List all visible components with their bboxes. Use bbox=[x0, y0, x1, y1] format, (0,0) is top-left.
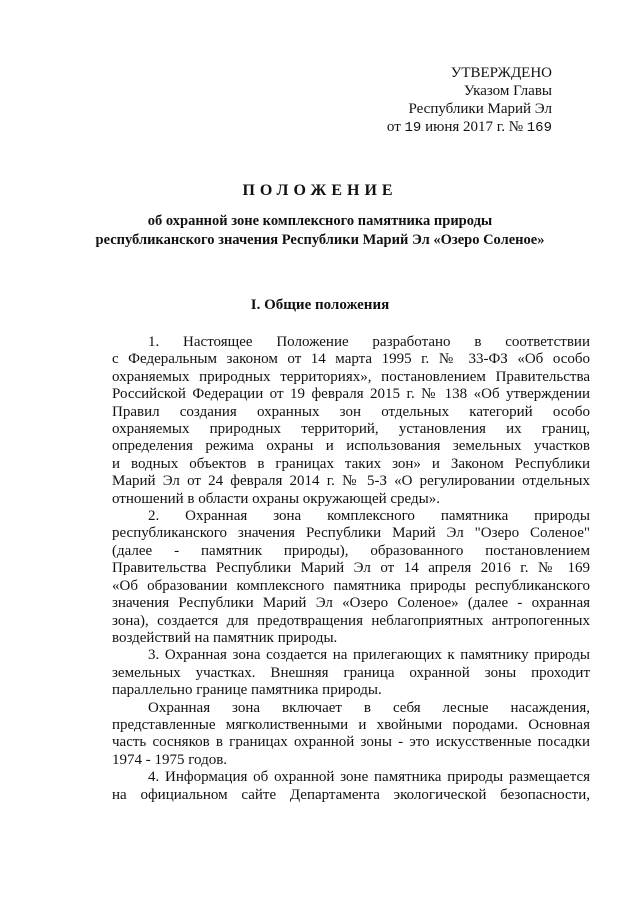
paragraph bbox=[112, 769, 590, 804]
paragraph-line: отношений в области охраны окружающей среды». bbox=[112, 490, 440, 507]
paragraph-line: с Федеральным законом от 14 марта 1995 г. № 33-ФЗ «Об особо bbox=[112, 351, 590, 368]
paragraph-line: часть сосняков в границах охранной зоны - это искусственные посадки bbox=[112, 734, 590, 751]
paragraph-line: 2. Охранная зона комплексного памятника природы bbox=[148, 508, 590, 525]
approval-day: 19 bbox=[404, 120, 422, 136]
document-subtitle bbox=[40, 212, 600, 250]
document-title: ПОЛОЖЕНИЕ bbox=[242, 182, 398, 199]
paragraph-line: зона), создается для предотвращения неблагоприятных антропогенных bbox=[112, 612, 590, 629]
approval-number: 169 bbox=[526, 120, 552, 136]
paragraph-line: охраняемых природных территорий, установления их границ, bbox=[112, 421, 590, 438]
paragraph-line: Российской Федерации от 19 февраля 2015 г. № 138 «Об утверждении bbox=[112, 386, 590, 403]
paragraph-line: 4. Информация об охранной зоне памятника природы размещается bbox=[148, 769, 590, 786]
paragraph-line: Охранная зона включает в себя лесные насаждения, bbox=[148, 699, 590, 716]
approval-status: УТВЕРЖДЕНО bbox=[450, 65, 552, 81]
paragraph-line: республиканского значения Республики Марий Эл "Озеро Соленое" bbox=[112, 525, 590, 542]
paragraph-line: параллельно границе памятника природы. bbox=[112, 682, 382, 699]
paragraph bbox=[112, 700, 590, 770]
approval-date-prefix: от bbox=[386, 119, 401, 135]
paragraph-line: определения режима охраны и использования земельных участков bbox=[112, 438, 590, 455]
approval-authority: Республики Марий Эл bbox=[408, 101, 552, 117]
paragraph-line: 1. Настоящее Положение разработано в соответствии bbox=[148, 334, 590, 350]
paragraph-line: 1974 - 1975 годов. bbox=[112, 751, 228, 768]
paragraph-line: земельных участках. Внешняя граница охранной зоны проходит bbox=[112, 664, 590, 681]
approval-date-line bbox=[332, 118, 552, 137]
paragraph-line: «Об образовании комплексного памятника природы республиканского bbox=[112, 577, 590, 594]
paragraph-line: значения Республики Марий Эл «Озеро Соленое» (далее - охранная bbox=[112, 595, 590, 612]
approval-decree: Указом Главы bbox=[463, 83, 552, 99]
approval-stamp bbox=[332, 64, 552, 137]
paragraph-line: Правительства Республики Марий Эл от 14 апреля 2016 г. № 169 bbox=[112, 560, 590, 577]
paragraph-line: 3. Охранная зона создается на прилегающих к памятнику природы bbox=[148, 647, 590, 664]
paragraph-line: и водных объектов в границах таких зон» и Законом Республики bbox=[112, 455, 590, 472]
paragraph bbox=[112, 647, 590, 699]
paragraph-line: представленные мягколиственными и хвойными породами. Основная bbox=[112, 716, 590, 733]
paragraph-line: Правил создания охранных зон отдельных категорий особо bbox=[112, 403, 590, 420]
paragraph-line: Марий Эл от 24 февраля 2014 г. № 5-З «О регулировании отдельных bbox=[112, 473, 590, 490]
paragraph bbox=[112, 334, 590, 508]
paragraph bbox=[112, 508, 590, 647]
paragraph-line: охраняемых природных территориях», постановлением Правительства bbox=[112, 368, 590, 385]
paragraph-line: (далее - памятник природы), образованного постановлением bbox=[112, 542, 590, 559]
subtitle-line: об охранной зоне комплексного памятника природы bbox=[147, 213, 493, 229]
document-body bbox=[112, 334, 590, 804]
section-heading: I. Общие положения bbox=[250, 297, 390, 313]
subtitle-line: республиканского значения Республики Марий Эл «Озеро Соленое» bbox=[95, 232, 545, 248]
approval-month-year: июня 2017 г. № bbox=[425, 119, 524, 135]
paragraph-line: на официальном сайте Департамента экологической безопасности, bbox=[112, 786, 590, 803]
paragraph-line: воздействий на памятник природы. bbox=[112, 629, 338, 646]
